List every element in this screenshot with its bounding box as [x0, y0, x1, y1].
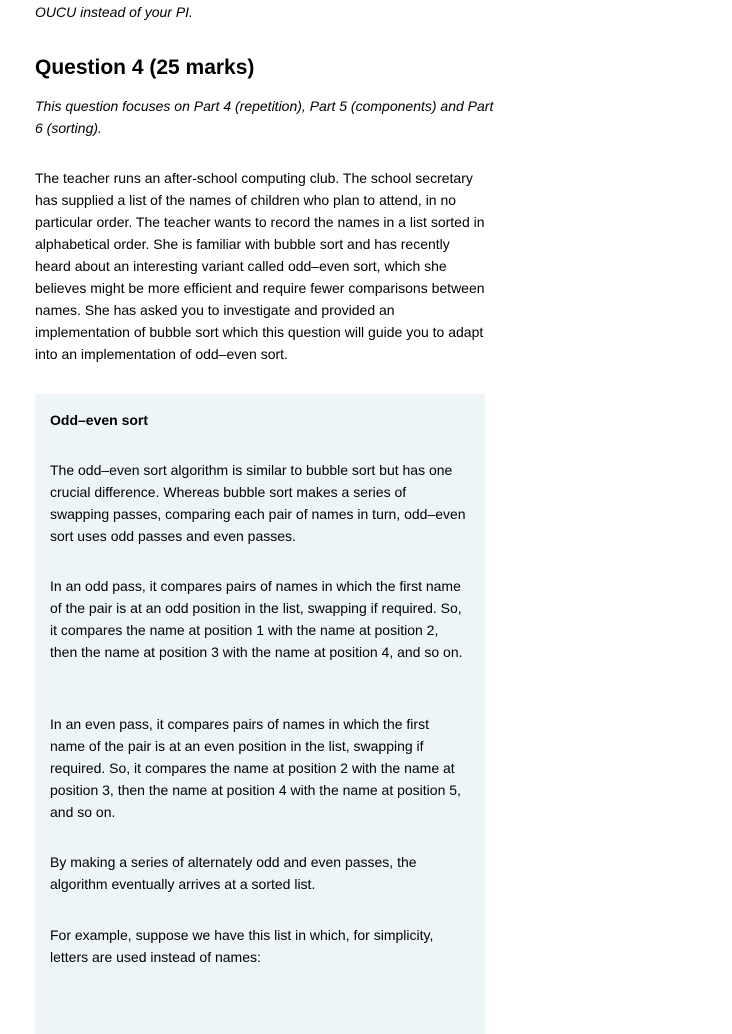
continued-text: OUCU instead of your PI.	[35, 4, 193, 20]
info-box-paragraph: In an odd pass, it compares pairs of names in which the first name of the pair is at an odd position in the list, swapping if required. So, it compares the name at position 1 with the name at position 2, then the name at position 3 with the name at position 4, and so on.	[50, 578, 463, 660]
info-box-paragraph: For example, suppose we have this list in which, for simplicity, letters are used instead of names:	[50, 927, 434, 965]
info-box-title: Odd–even sort	[50, 412, 149, 428]
question-focus-note: This question focuses on Part 4 (repetition), Part 5 (components) and Part 6 (sorting).	[35, 98, 494, 136]
info-box-paragraph: By making a series of alternately odd and even passes, the algorithm eventually arrives at a sorted list.	[50, 854, 417, 892]
question-body-paragraph: The teacher runs an after-school computing club. The school secretary has supplied a list of the names of children who plan to attend, in no particular order. The teacher wants to record the names in a list sorted in alphabetical order. She is familiar with bubble sort and has recently heard about an interesting variant called odd–even sort, which she believes might be more efficient and require fewer comparisons between names. She has asked you to investigate and provided an implementation of bubble sort which this question will guide you to adapt into an implementation of odd–even sort.	[35, 170, 485, 362]
odd-even-sort-info-box	[35, 394, 485, 1034]
info-box-paragraph: In an even pass, it compares pairs of names in which the first name of the pair is at an even position in the list, swapping if required. So, it compares the name at position 2 with the name at position 3, then the name at position 4 with the name at position 5, and so on.	[50, 716, 461, 820]
info-box-paragraph: The odd–even sort algorithm is similar to bubble sort but has one crucial difference. Whereas bubble sort makes a series of swapping passes, comparing each pair of names in turn, odd–even sort uses odd passes and even passes.	[50, 462, 466, 544]
question-heading: Question 4 (25 marks)	[35, 56, 255, 79]
